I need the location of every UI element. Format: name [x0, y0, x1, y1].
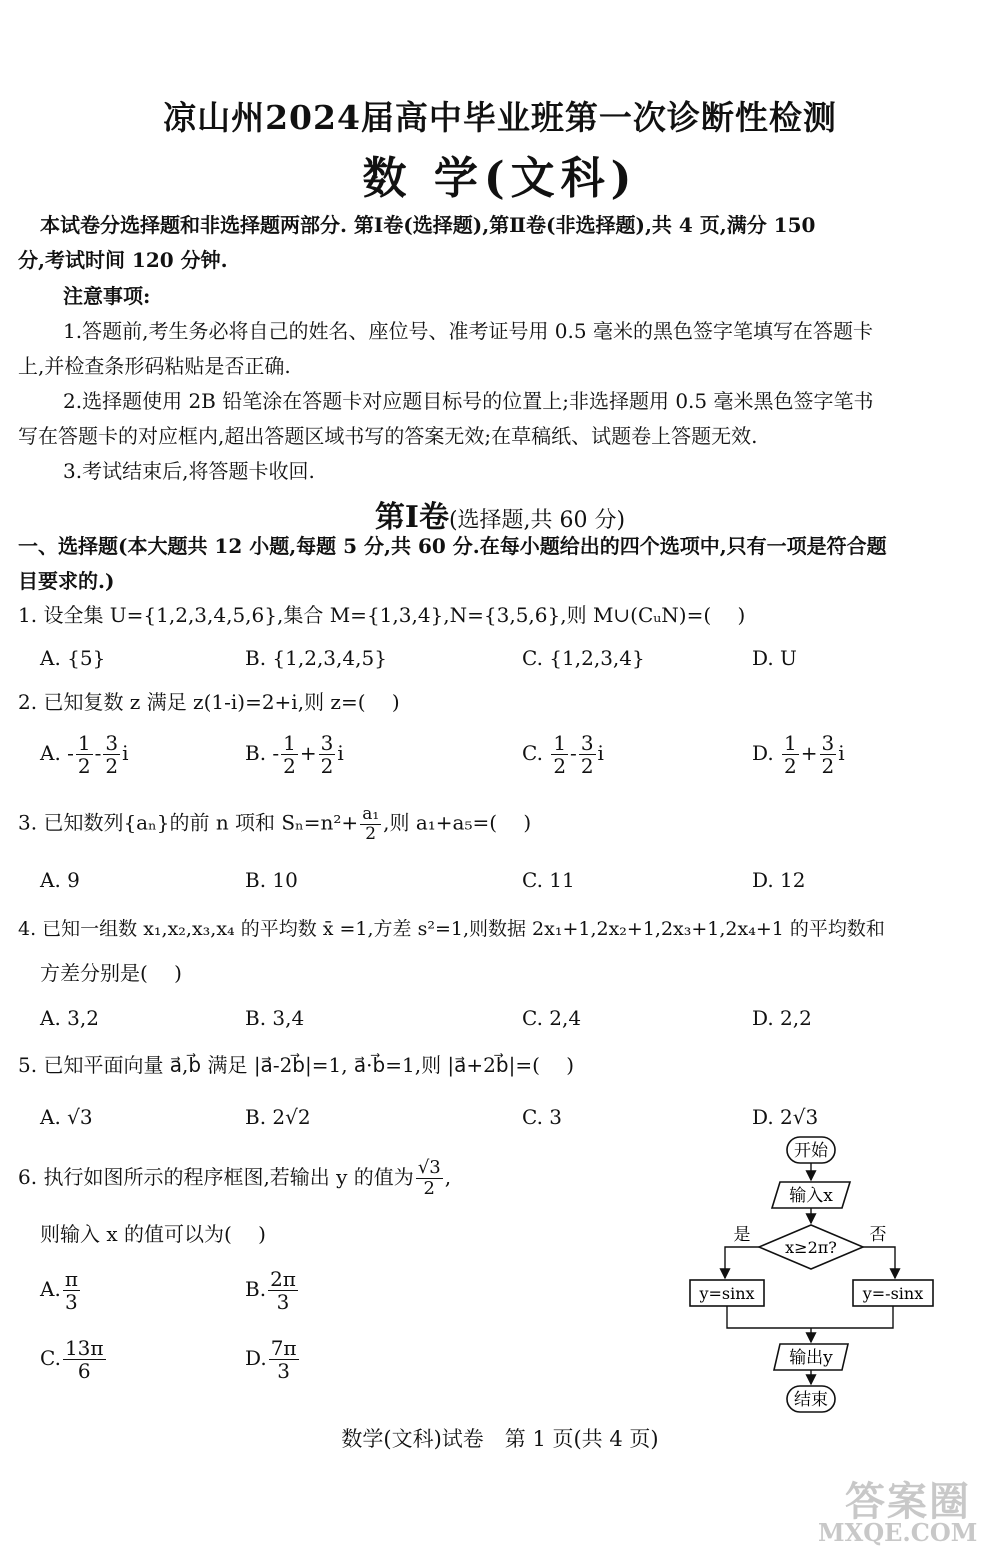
- exam-title: 凉山州2024届高中毕业班第一次诊断性检测: [163, 98, 837, 137]
- section-heading: [0, 492, 1000, 536]
- q3-option-b: B. 10: [245, 868, 298, 892]
- notice-title: 注意事项:: [63, 284, 151, 308]
- q6-option-a: A. $\frac{\pi}{3}$: [40, 1267, 78, 1314]
- section-desc: (选择题,共 60 分): [448, 508, 626, 533]
- q2-option-d: D. $\frac{1}{2}$ + $\frac{3}{2}$ i: [752, 731, 845, 778]
- part1-heading-1: 一、选择题(本大题共 12 小题,每题 5 分,共 60 分.在每小题给出的四个选项中,只有一项是符合题: [18, 534, 887, 558]
- watermark-logo: 答案圈: [845, 1478, 971, 1525]
- notice-1a: 1.答题前,考生务必将自己的姓名、座位号、准考证号用 0.5 毫米的黑色签字笔填写在答题卡: [63, 319, 873, 343]
- q2-stem: 2. 已知复数 z 满足 z(1-i)=2+i,则 z=( ): [18, 690, 400, 714]
- q5-option-a: A. √3: [40, 1105, 93, 1129]
- q3-option-c: C. 11: [522, 868, 575, 892]
- intro-line-2: 分,考试时间 120 分钟.: [18, 248, 228, 272]
- q6-option-b: B. $\frac{2\pi}{3}$: [245, 1267, 296, 1314]
- q4-option-d: D. 2,2: [752, 1006, 812, 1030]
- q1-stem: 1. 设全集 U={1,2,3,4,5,6},集合 M={1,3,4},N={3,5,6},则 M∪(CᵤN)=( ): [18, 603, 746, 627]
- part1-heading-2: 目要求的.): [18, 569, 115, 593]
- section-volume: 第Ⅰ卷: [374, 500, 449, 535]
- q4-option-b: B. 3,4: [245, 1006, 305, 1030]
- watermark-url: MXQE.COM: [818, 1518, 978, 1547]
- flow-end-label: 结束: [794, 1390, 828, 1410]
- q5-stem: 5. 已知平面向量 a⃗,b⃗ 满足 |a⃗-2b⃗|=1, a⃗·b⃗=1,则 |a⃗+2b⃗|=( ): [18, 1053, 575, 1077]
- flow-condition-label: x≥2π?: [785, 1238, 837, 1257]
- q1-option-d: D. U: [752, 646, 797, 670]
- notice-1b: 上,并检查条形码粘贴是否正确.: [18, 354, 291, 378]
- q4-option-a: A. 3,2: [40, 1006, 99, 1030]
- q2-option-c: C. $\frac{1}{2}$ - $\frac{3}{2}$ i: [522, 731, 604, 778]
- q5-option-b: B. 2√2: [245, 1105, 311, 1129]
- q5-option-d: D. 2√3: [752, 1105, 819, 1129]
- q5-option-c: C. 3: [522, 1105, 563, 1129]
- q1-option-a: A. {5}: [40, 646, 106, 670]
- flow-yes-label: 是: [733, 1225, 751, 1245]
- intro-line-1: 本试卷分选择题和非选择题两部分. 第Ⅰ卷(选择题),第Ⅱ卷(非选择题),共 4 页,满分 150: [40, 213, 816, 237]
- q2-option-b: B. - $\frac{1}{2}$ + $\frac{3}{2}$ i: [245, 731, 344, 778]
- subject-title: 数 学(文科): [362, 153, 638, 204]
- q4-stem-1: 4. 已知一组数 x₁,x₂,x₃,x₄ 的平均数 x̄ =1,方差 s²=1,则数据 2x₁+1,2x₂+1,2x₃+1,2x₄+1 的平均数和: [18, 918, 885, 940]
- flow-no-label: 否: [869, 1225, 887, 1245]
- q6-option-c: C. $\frac{13\pi}{6}$: [40, 1336, 104, 1383]
- q1-option-c: C. {1,2,3,4}: [522, 646, 645, 670]
- flow-output-label: 输出y: [789, 1348, 833, 1368]
- q6-stem-1: 6. 执行如图所示的程序框图,若输出 y 的值为 $\frac{√3}{2}$ ,: [18, 1157, 452, 1199]
- q4-stem-2: 方差分别是( ): [40, 961, 182, 985]
- flow-right-label: y=-sinx: [862, 1284, 924, 1303]
- flow-left-label: y=sinx: [699, 1284, 755, 1303]
- flowchart: [680, 1130, 940, 1420]
- q2-option-a: A. - $\frac{1}{2}$ - $\frac{3}{2}$ i: [40, 731, 129, 778]
- q4-option-c: C. 2,4: [522, 1006, 582, 1030]
- notice-2a: 2.选择题使用 2B 铅笔涂在答题卡对应题目标号的位置上;非选择题用 0.5 毫米黑色签字笔书: [63, 389, 874, 413]
- q3-stem: 3. 已知数列{aₙ}的前 n 项和 Sₙ=n²+ $\frac{\text{a₁}}{2}$ ,则 a₁+a₅=( ): [18, 804, 532, 844]
- q6-option-d: D. $\frac{7\pi}{3}$: [245, 1336, 297, 1383]
- page-footer: 数学(文科)试卷 第 1 页(共 4 页): [341, 1427, 659, 1451]
- notice-2b: 写在答题卡的对应框内,超出答题区域书写的答案无效;在草稿纸、试题卷上答题无效.: [18, 424, 758, 448]
- q6-stem-2: 则输入 x 的值可以为( ): [40, 1222, 266, 1246]
- flow-input-label: 输入x: [789, 1186, 833, 1206]
- flow-start-label: 开始: [794, 1141, 828, 1161]
- q3-option-a: A. 9: [40, 868, 80, 892]
- notice-3: 3.考试结束后,将答题卡收回.: [63, 459, 315, 483]
- q1-option-b: B. {1,2,3,4,5}: [245, 646, 387, 670]
- q3-option-d: D. 12: [752, 868, 806, 892]
